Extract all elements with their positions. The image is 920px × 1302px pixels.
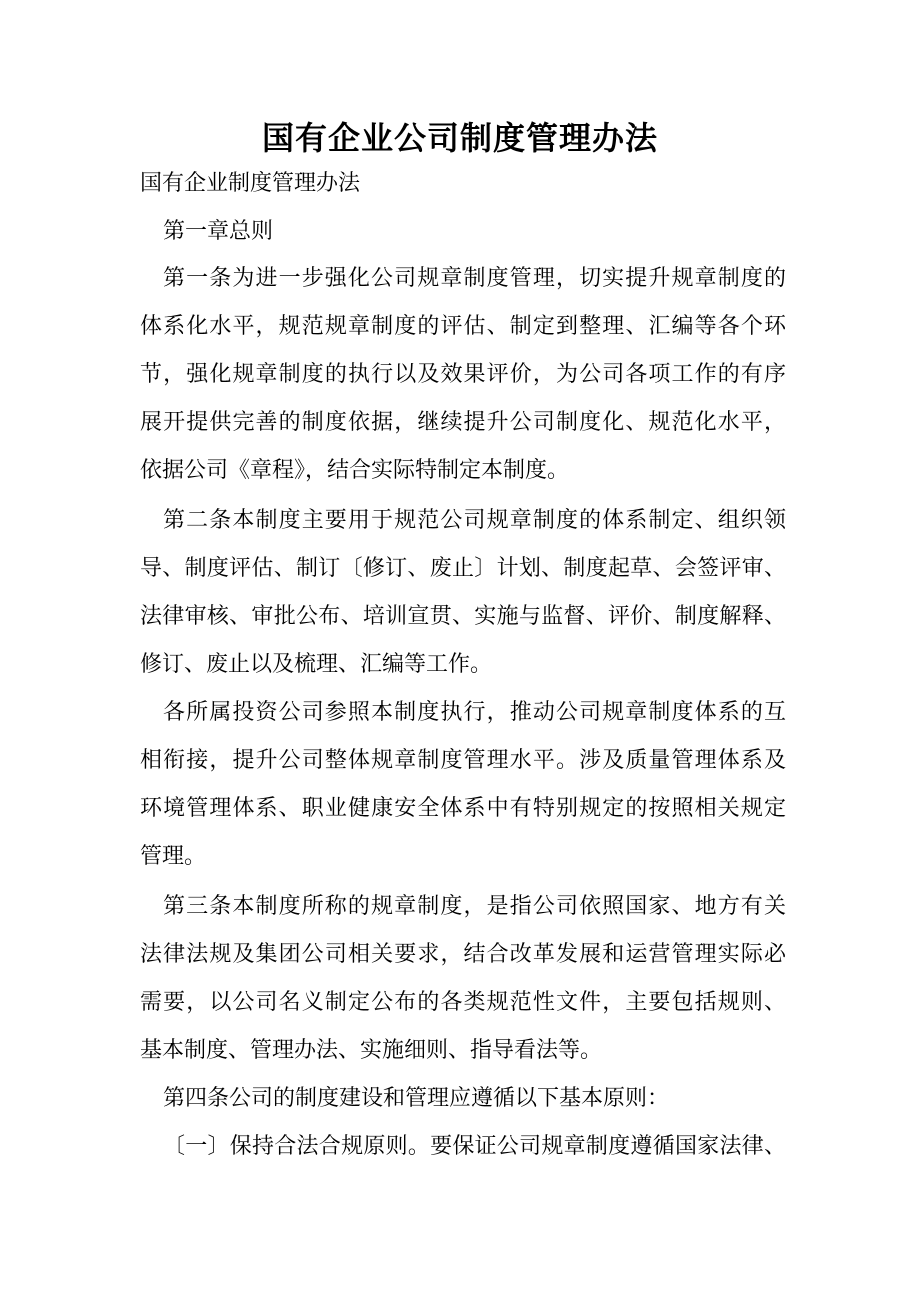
article-1-line-5: 依据公司《章程》，结合实际特制定本制度。 xyxy=(140,458,570,483)
article-2-line-3: 法律审核、审批公布、培训宣贯、实施与监督、评价、制度解释、 xyxy=(140,604,786,629)
article-2-para-2-line-2: 相衔接，提升公司整体规章制度管理水平。涉及质量管理体系及 xyxy=(140,748,786,773)
article-1-line-1: 第一条为进一步强化公司规章制度管理，切实提升规章制度的 xyxy=(163,266,786,291)
article-2-line-2: 导、制度评估、制订〔修订、废止〕计划、制度起草、会签评审、 xyxy=(140,556,786,581)
article-3-line-4: 基本制度、管理办法、实施细则、指导看法等。 xyxy=(140,1038,603,1063)
article-3-line-2: 法律法规及集团公司相关要求，结合改革发展和运营管理实际必 xyxy=(140,942,786,967)
article-2-para-2-line-3: 环境管理体系、职业健康安全体系中有特别规定的按照相关规定 xyxy=(140,796,786,821)
article-2-para-2-line-4: 管理。 xyxy=(140,844,207,869)
article-2-line-1: 第二条本制度主要用于规范公司规章制度的体系制定、组织领 xyxy=(163,508,786,533)
article-4: 第四条公司的制度建设和管理应遵循以下基本原则： xyxy=(163,1086,670,1111)
article-2-line-4: 修订、废止以及梳理、汇编等工作。 xyxy=(140,652,493,677)
article-1-line-2: 体系化水平，规范规章制度的评估、制定到整理、汇编等各个环 xyxy=(140,314,786,339)
article-1-line-4: 展开提供完善的制度依据，继续提升公司制度化、规范化水平， xyxy=(140,410,786,435)
principle-1: 〔一〕保持合法合规原则。要保证公司规章制度遵循国家法律、 xyxy=(163,1134,786,1159)
document-subtitle: 国有企业制度管理办法 xyxy=(140,171,361,196)
article-3-line-3: 需要，以公司名义制定公布的各类规范性文件，主要包括规则、 xyxy=(140,990,786,1015)
article-3-line-1: 第三条本制度所称的规章制度，是指公司依照国家、地方有关 xyxy=(163,894,786,919)
article-2-para-2-line-1: 各所属投资公司参照本制度执行，推动公司规章制度体系的互 xyxy=(163,700,786,725)
article-1-line-3: 节，强化规章制度的执行以及效果评价，为公司各项工作的有序 xyxy=(140,362,786,387)
chapter-heading: 第一章总则 xyxy=(163,219,274,244)
document-title: 国有企业公司制度管理办法 xyxy=(261,119,658,157)
